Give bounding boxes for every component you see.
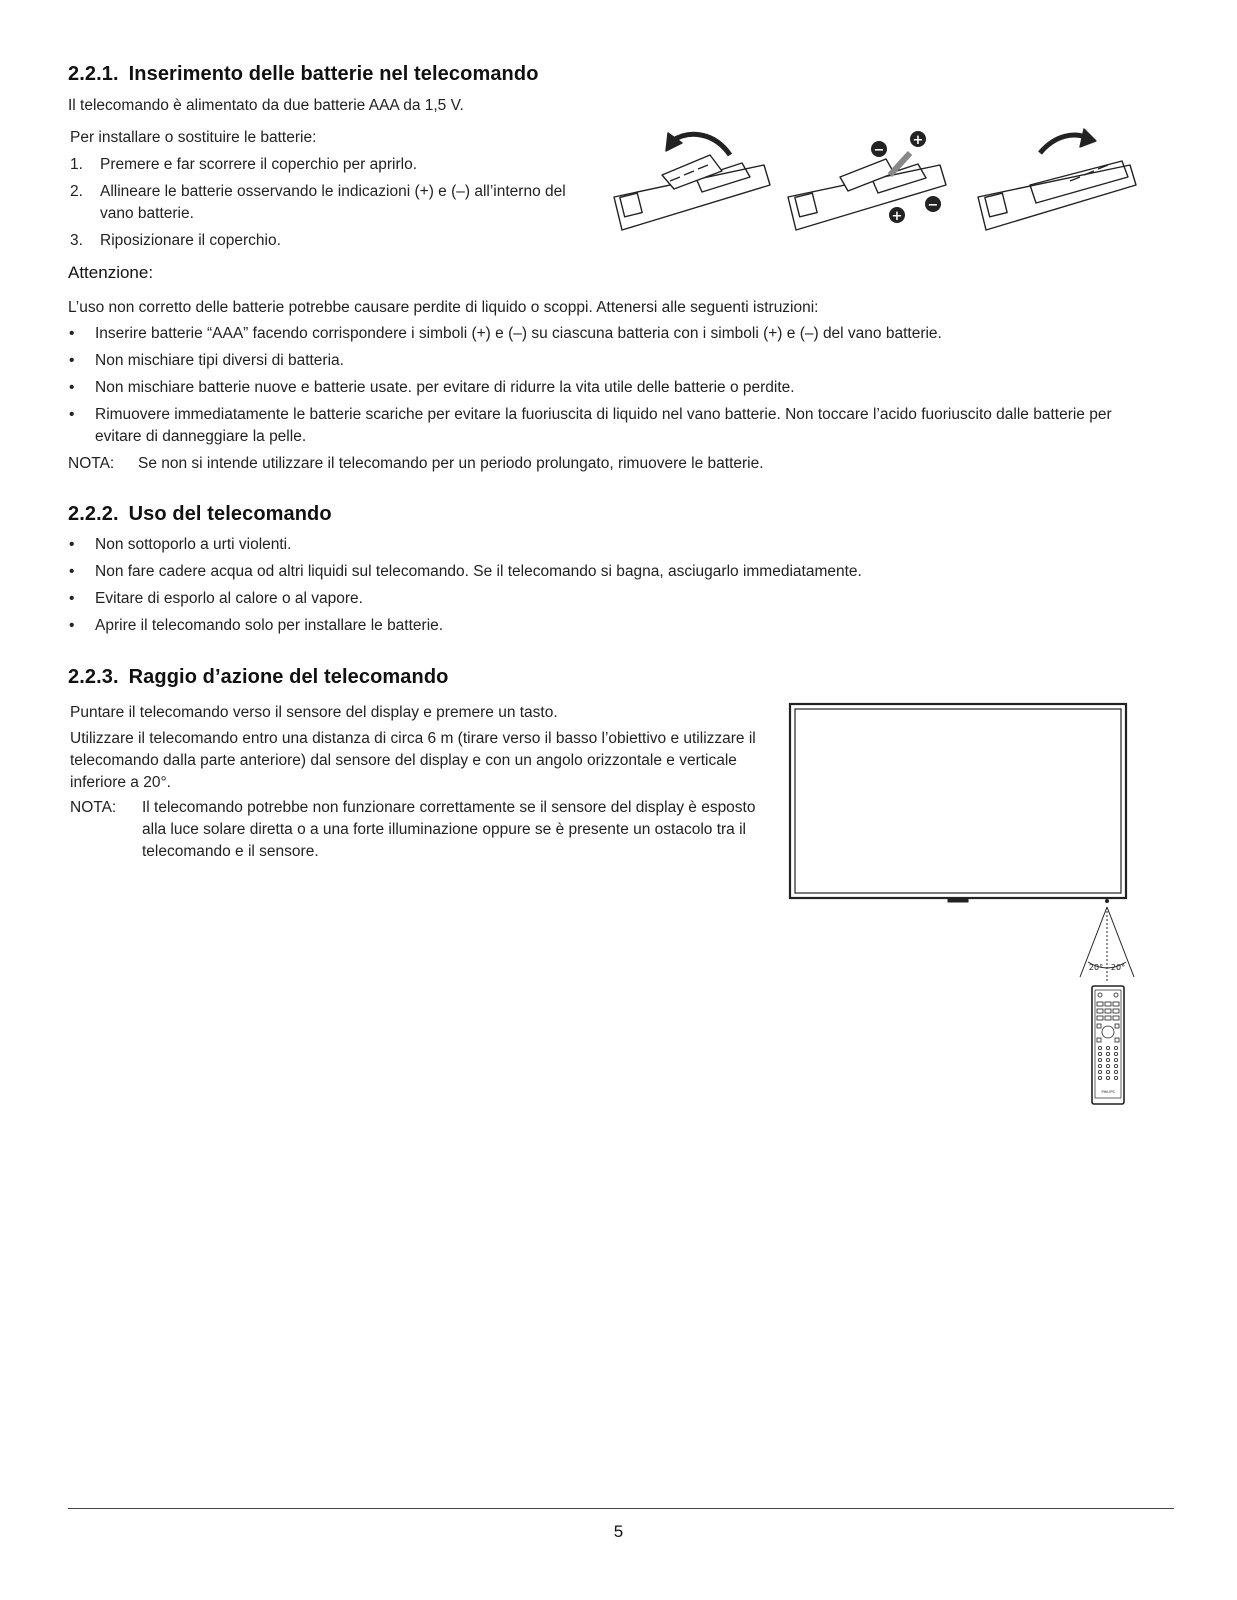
list-item [70, 230, 590, 252]
step-text: Allineare le batterie osservando le indicazioni (+) e (–) all’interno del vano batterie. [100, 183, 566, 222]
note-text: Se non si intende utilizzare il telecomando per un periodo prolungato, rimuovere le batterie. [138, 455, 764, 472]
remote-batteries-icon [788, 153, 946, 230]
section-223-heading [68, 666, 448, 689]
section-222-title: Uso del telecomando [128, 503, 332, 525]
step-text: Premere e far scorrere il coperchio per aprirlo. [100, 156, 418, 173]
step-number: 1. [70, 156, 83, 173]
list-item: • Evitare di esporlo al calore o al vapore. [69, 590, 363, 607]
section-223-note [70, 797, 775, 863]
remote-cover-closed-icon [978, 161, 1136, 230]
list-item: • Inserire batterie “AAA” facendo corrispondere i simboli (+) e (–) su ciascuna batteria con i simboli (+) e (–) del vano batterie. [69, 325, 942, 342]
attention-title: Attenzione: [68, 263, 154, 282]
rotate-arrow-left-icon [672, 134, 730, 155]
footer-rule [68, 1508, 1174, 1509]
note-label: NOTA: [68, 455, 115, 472]
list-item: • Aprire il telecomando solo per installare le batterie. [69, 617, 444, 634]
battery-steps-illustration [610, 115, 1170, 240]
list-item [70, 181, 590, 225]
step-number: 2. [70, 183, 83, 200]
battery-steps-list [70, 154, 590, 257]
attention-intro: L’uso non corretto delle batterie potrebbe causare perdite di liquido o scoppi. Attenersi alle seguenti istruzioni: [68, 299, 819, 316]
range-paragraph-1: Puntare il telecomando verso il sensore del display e premere un tasto. [70, 704, 558, 721]
range-paragraph-2: Utilizzare il telecomando entro una distanza di circa 6 m (tirare verso il basso l’obiettivo e utilizzare il telecomando dalla parte anteriore) dal sensore del display e con un angolo orizzontale e verticale inferiore a 20°. [70, 730, 756, 791]
usage-bullets [67, 534, 1157, 642]
section-222-number: 2.2.2. [68, 503, 119, 525]
section-221-lead: Per installare o sostituire le batterie: [70, 129, 317, 146]
attention-bullets [67, 323, 1157, 453]
step-number: 3. [70, 232, 83, 249]
note-label: NOTA: [70, 799, 117, 816]
display-icon [790, 704, 1126, 898]
svg-text:−: − [873, 143, 885, 158]
section-223-number: 2.2.3. [68, 666, 119, 688]
remote-control-icon [1092, 986, 1124, 1104]
remote-cover-open-icon [614, 155, 770, 230]
svg-text:−: − [927, 198, 939, 213]
section-221-intro: Il telecomando è alimentato da due batterie AAA da 1,5 V. [68, 97, 464, 114]
display-stand-icon [948, 898, 968, 902]
remote-range-illustration [788, 702, 1148, 1117]
svg-text:+: + [912, 133, 924, 148]
section-221-title: Inserimento delle batterie nel telecomando [128, 63, 539, 85]
section-221-note [68, 453, 1168, 475]
angle-label-right: 20° [1110, 963, 1126, 972]
remote-brand-label: PHILIPS [1101, 1090, 1115, 1094]
list-item: • Non mischiare tipi diversi di batteria. [69, 352, 344, 369]
list-item: • Non fare cadere acqua od altri liquidi sul telecomando. Se il telecomando si bagna, asciugarlo immediatamente. [69, 563, 862, 580]
section-222-heading [68, 503, 332, 526]
display-sensor-icon [1106, 900, 1109, 903]
section-221-number: 2.2.1. [68, 63, 119, 85]
list-item: • Non mischiare batterie nuove e batterie usate. per evitare di ridurre la vita utile delle batterie o perdite. [69, 379, 795, 396]
section-221-heading [68, 63, 539, 86]
svg-text:+: + [891, 209, 903, 224]
step-text: Riposizionare il coperchio. [100, 232, 281, 249]
list-item: • Non sottoporlo a urti violenti. [69, 536, 292, 553]
section-223-title: Raggio d’azione del telecomando [128, 666, 449, 688]
list-item [70, 154, 590, 176]
note-text: Il telecomando potrebbe non funzionare correttamente se il sensore del display è esposto alla luce solare diretta o a una forte illuminazione oppure se è presente un ostacolo tra il telecomando e il sensore. [142, 799, 756, 860]
angle-label-left: 20° [1088, 963, 1104, 972]
list-item: • Rimuovere immediatamente le batterie scariche per evitare la fuoriuscita di liquido nel vano batterie. Non toccare l’acido fuoriuscito dalle batterie per evitare di danneggiare la pelle. [69, 406, 1112, 445]
page-number: 5 [613, 1522, 624, 1541]
